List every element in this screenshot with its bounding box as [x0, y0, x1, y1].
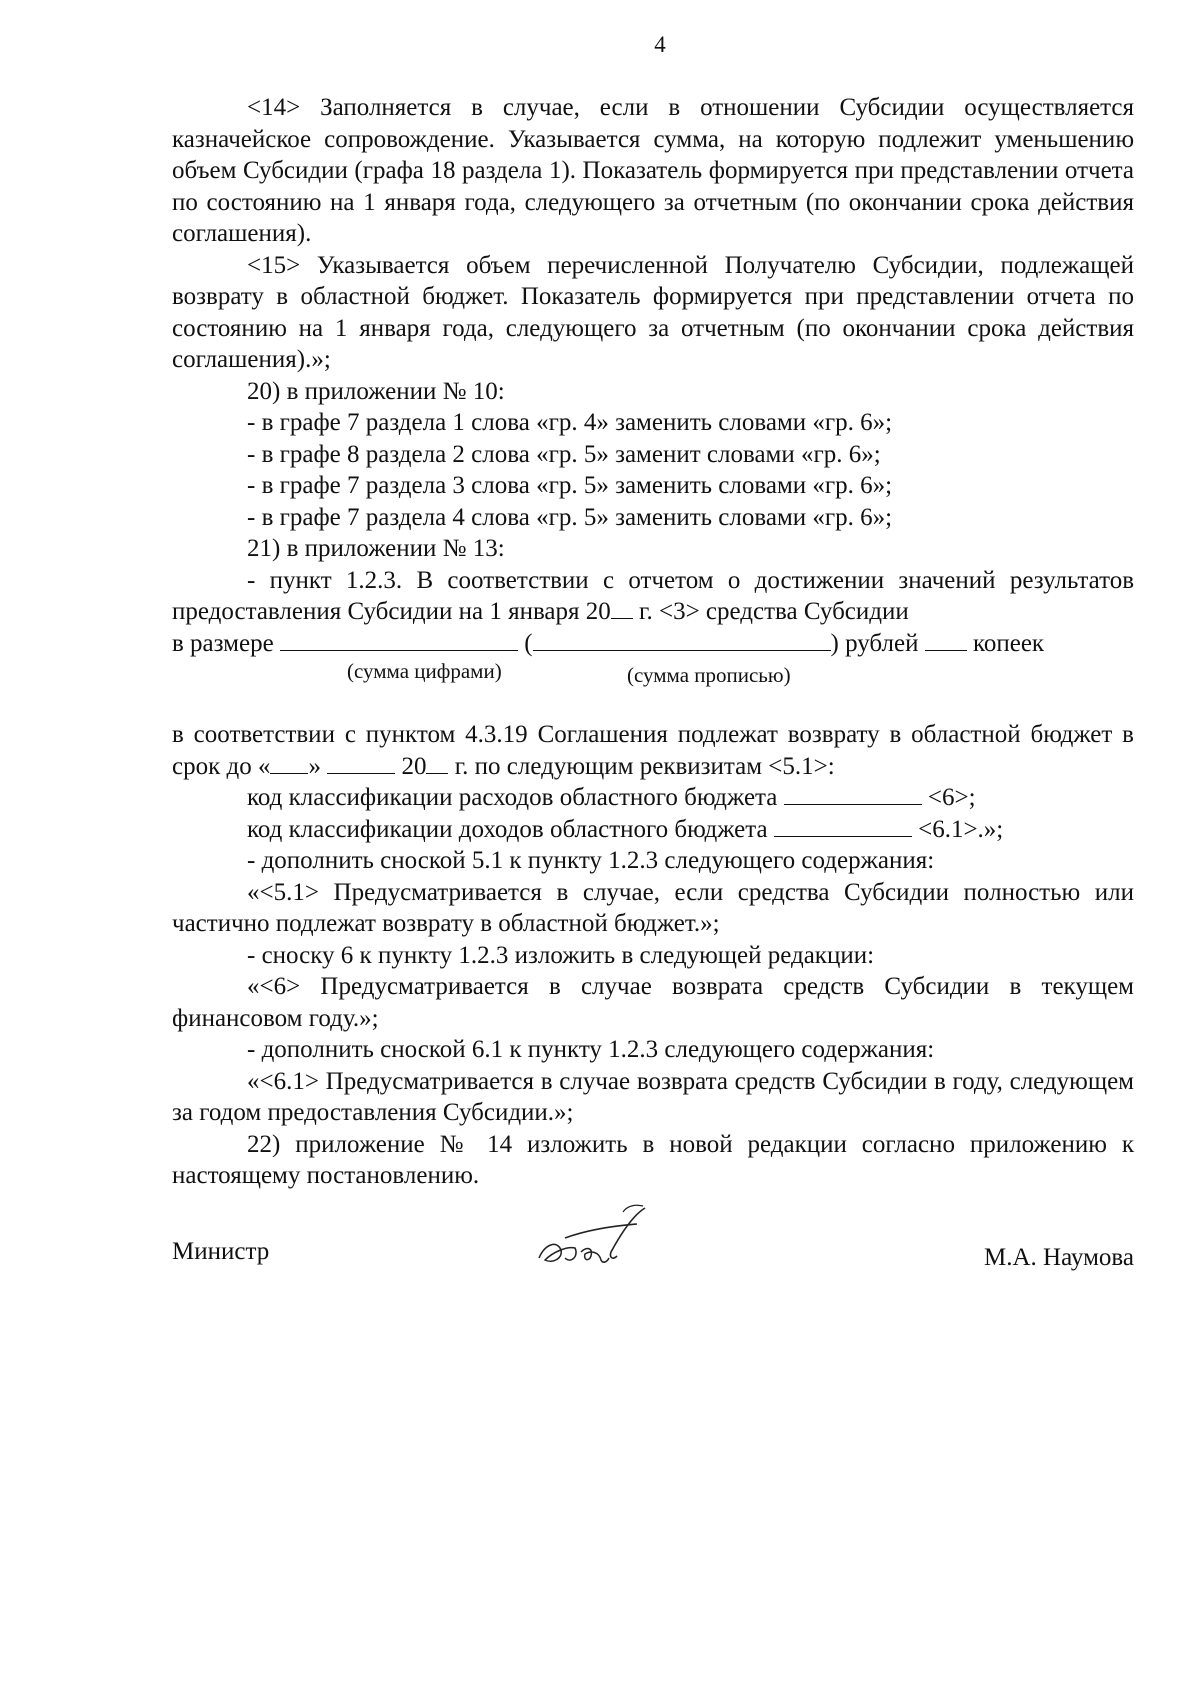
return-deadline: в соответствии с пунктом 4.3.19 Соглашения подлежат возврату в областной бюджет в срок до « » 20 г. по следующим реквизитам <5.1>: [172, 721, 1134, 780]
amount-captions [172, 659, 1134, 719]
item-21-clause: - пункт 1.2.3. В соответствии с отчетом о достижении значений результатов предоставления Субсидии на 1 января 20 г. <3> средства Субсидии [172, 566, 1134, 625]
income-code-line: код классификации доходов областного бюджета <6.1>.»; [247, 815, 1004, 843]
item-22: 22) приложение № 14 изложить в новой редакции согласно приложению к настоящему постановлению. [172, 1130, 1134, 1189]
item-21-heading: 21) в приложении № 13: [247, 535, 505, 562]
document-body [172, 92, 1134, 1192]
add-footnote-61: - дополнить сноской 6.1 к пункту 1.2.3 следующего содержания: [247, 1036, 935, 1063]
expense-code-line: код классификации расходов областного бюджета <6>; [247, 784, 976, 811]
footnote-61: «<6.1> Предусматривается в случае возврата средств Субсидии в году, следующем за годом предоставления Субсидии.»; [172, 1067, 1134, 1126]
item-20-line: - в графе 7 раздела 4 слова «гр. 5» заменить словами «гр. 6»; [247, 503, 893, 531]
year-blank [426, 753, 448, 774]
year-blank [611, 598, 633, 619]
expense-code-blank [784, 784, 922, 805]
income-code-blank [774, 816, 912, 837]
item-20-line: - в графе 7 раздела 3 слова «гр. 5» заменить словами «гр. 6»; [247, 472, 893, 499]
handwritten-signature [527, 1200, 667, 1280]
footnote-6: «<6> Предусматривается в случае возврата средств Субсидии в текущем финансовом году.»; [172, 973, 1134, 1032]
footnote-6-intro: - сноску 6 к пункту 1.2.3 изложить в следующей редакции: [247, 941, 875, 969]
amount-digits-blank [280, 630, 518, 651]
signature-block [172, 1230, 1134, 1290]
footnote-51: «<5.1> Предусматривается в случае, если средства Субсидии полностью или частично подлежат возврату в областной бюджет.»; [172, 878, 1134, 937]
signatory-title: Министр [172, 1238, 270, 1265]
add-footnote-51: - дополнить сноской 5.1 к пункту 1.2.3 следующего содержания: [247, 847, 935, 874]
item-20-line: - в графе 7 раздела 1 слова «гр. 4» заменить словами «гр. 6»; [247, 409, 893, 436]
caption-words: (сумма прописью) [627, 663, 791, 687]
page-number: 4 [654, 32, 666, 57]
item-20-heading: 20) в приложении № 10: [247, 377, 505, 405]
item-20-line: - в графе 8 раздела 2 слова «гр. 5» заменит словами «гр. 6»; [247, 440, 881, 468]
signatory-name: М.А. Наумова [984, 1244, 1134, 1271]
caption-digits: (сумма цифрами) [347, 659, 502, 683]
month-blank [327, 753, 395, 774]
amount-words-blank [533, 630, 831, 651]
kopeks-blank [925, 630, 967, 651]
day-blank [270, 753, 308, 774]
footnote-15: <15> Указывается объем перечисленной Получателю Субсидии, подлежащей возврату в областной бюджет. Показатель формируется при представлении отчета по состоянию на 1 января года, следующего за отчетным (по окончании срока действия соглашения).»; [172, 251, 1134, 373]
amount-line: в размере ( ) рублей копеек [172, 629, 1045, 657]
footnote-14: <14> Заполняется в случае, если в отношении Субсидии осуществляется казначейское сопровождение. Указывается сумма, на которую подлежит уменьшению объем Субсидии (графа 18 раздела 1). Показатель формируется при представлении отчета по состоянию на 1 января года, следующего за отчетным (по окончании срока действия соглашения). [172, 94, 1134, 247]
